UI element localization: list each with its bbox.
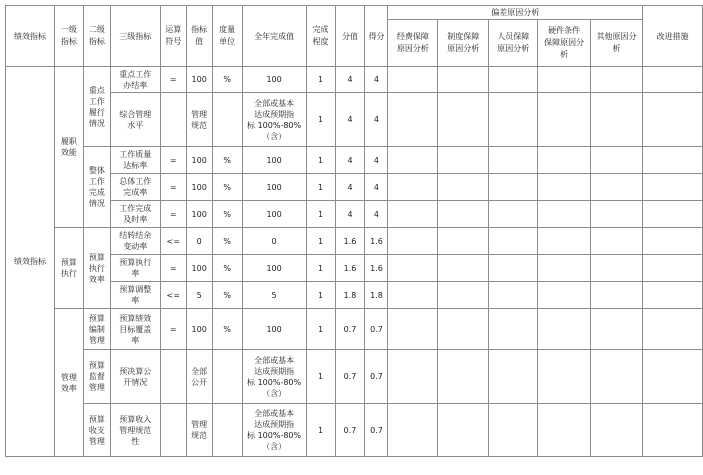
- funding-reason-cell: [388, 404, 438, 457]
- funding-reason-cell: [388, 282, 438, 309]
- hardware-reason-cell: [538, 309, 591, 350]
- completion-value-cell: 100: [242, 67, 306, 93]
- score-value-cell: 4: [335, 147, 365, 174]
- header-other-reason: 其他原因分 析: [591, 20, 643, 67]
- target-value-cell: 100: [186, 255, 212, 282]
- other-reason-cell: [591, 174, 643, 201]
- indicator-name: 预算收入 管理规范 性: [110, 404, 160, 457]
- funding-reason-cell: [388, 350, 438, 404]
- system-reason-cell: [438, 67, 489, 93]
- completion-value-cell: 100: [242, 255, 306, 282]
- indicator-name: 预算调整 率: [110, 282, 160, 309]
- system-reason-cell: [438, 201, 489, 228]
- funding-reason-cell: [388, 255, 438, 282]
- hardware-reason-cell: [538, 350, 591, 404]
- unit-cell: %: [212, 255, 242, 282]
- operator-cell: [160, 404, 186, 457]
- score-value-cell: 0.7: [335, 309, 365, 350]
- level1-budget-execution: 预算 执行: [54, 228, 83, 309]
- score-value-cell: 0.7: [335, 350, 365, 404]
- system-reason-cell: [438, 174, 489, 201]
- unit-cell: %: [212, 228, 242, 255]
- header-completion-degree: 完成 程度: [306, 6, 335, 67]
- degree-cell: 1: [306, 255, 335, 282]
- indicator-name: 重点工作 办结率: [110, 67, 160, 93]
- table-row: [6, 255, 703, 282]
- header-score-obtained: 得分: [365, 6, 388, 67]
- personnel-reason-cell: [489, 282, 538, 309]
- other-reason-cell: [591, 404, 643, 457]
- degree-cell: 1: [306, 282, 335, 309]
- target-value-cell: 0: [186, 228, 212, 255]
- header-unit: 度量 单位: [212, 6, 242, 67]
- score-obtained-cell: 4: [365, 93, 388, 147]
- indicator-name: 总体工作 完成率: [110, 174, 160, 201]
- completion-value-cell: 全部或基本 达成预期指 标 100%-80% （含）: [242, 93, 306, 147]
- hardware-reason-cell: [538, 282, 591, 309]
- personnel-reason-cell: [489, 404, 538, 457]
- personnel-reason-cell: [489, 147, 538, 174]
- degree-cell: 1: [306, 93, 335, 147]
- improvement-cell: [642, 228, 702, 255]
- degree-cell: 1: [306, 147, 335, 174]
- score-value-cell: 1.6: [335, 255, 365, 282]
- system-reason-cell: [438, 404, 489, 457]
- operator-cell: =: [160, 147, 186, 174]
- level2-budget-revenue-expense: 预算 收支 管理: [83, 404, 110, 457]
- completion-value-cell: 100: [242, 309, 306, 350]
- other-reason-cell: [591, 282, 643, 309]
- level2-budget-supervision: 预算 监督 管理: [83, 350, 110, 404]
- operator-cell: =: [160, 309, 186, 350]
- score-obtained-cell: 4: [365, 174, 388, 201]
- unit-cell: %: [212, 67, 242, 93]
- header-personnel-reason: 人员保障 原因分析: [489, 20, 538, 67]
- target-value-cell: 100: [186, 174, 212, 201]
- degree-cell: 1: [306, 404, 335, 457]
- score-value-cell: 1.6: [335, 228, 365, 255]
- target-value-cell: 100: [186, 147, 212, 174]
- header-level1: 一级 指标: [54, 6, 83, 67]
- header-performance-indicator: 绩效指标: [6, 6, 55, 67]
- unit-cell: %: [212, 282, 242, 309]
- indicator-name: 综合管理 水平: [110, 93, 160, 147]
- hardware-reason-cell: [538, 404, 591, 457]
- improvement-cell: [642, 93, 702, 147]
- funding-reason-cell: [388, 93, 438, 147]
- personnel-reason-cell: [489, 201, 538, 228]
- hardware-reason-cell: [538, 93, 591, 147]
- other-reason-cell: [591, 309, 643, 350]
- performance-table: [5, 5, 703, 457]
- improvement-cell: [642, 282, 702, 309]
- header-hardware-reason: 硬件条件 保障原因分 析: [538, 20, 591, 67]
- table-row: [6, 282, 703, 309]
- degree-cell: 1: [306, 350, 335, 404]
- hardware-reason-cell: [538, 255, 591, 282]
- improvement-cell: [642, 174, 702, 201]
- completion-value-cell: 5: [242, 282, 306, 309]
- target-value-cell: 100: [186, 67, 212, 93]
- other-reason-cell: [591, 147, 643, 174]
- unit-cell: %: [212, 174, 242, 201]
- table-row: [6, 350, 703, 404]
- completion-value-cell: 0: [242, 228, 306, 255]
- funding-reason-cell: [388, 309, 438, 350]
- header-annual-completion: 全年完成值: [242, 6, 306, 67]
- level2-budget-execution-efficiency: 预算 执行 效率: [83, 228, 110, 309]
- score-obtained-cell: 0.7: [365, 309, 388, 350]
- unit-cell: [212, 350, 242, 404]
- table-row: [6, 404, 703, 457]
- other-reason-cell: [591, 350, 643, 404]
- funding-reason-cell: [388, 228, 438, 255]
- hardware-reason-cell: [538, 228, 591, 255]
- completion-value-cell: 100: [242, 174, 306, 201]
- operator-cell: [160, 93, 186, 147]
- score-obtained-cell: 1.6: [365, 228, 388, 255]
- completion-value-cell: 全部或基本 达成预期指 标 100%-80% （含）: [242, 404, 306, 457]
- table-row: [6, 93, 703, 147]
- hardware-reason-cell: [538, 67, 591, 93]
- other-reason-cell: [591, 67, 643, 93]
- degree-cell: 1: [306, 174, 335, 201]
- indicator-name: 工作质量 达标率: [110, 147, 160, 174]
- score-obtained-cell: 1.8: [365, 282, 388, 309]
- unit-cell: [212, 404, 242, 457]
- target-value-cell: 全部 公开: [186, 350, 212, 404]
- score-obtained-cell: 0.7: [365, 350, 388, 404]
- other-reason-cell: [591, 201, 643, 228]
- header-level3: 三级指标: [110, 6, 160, 67]
- personnel-reason-cell: [489, 174, 538, 201]
- header-improvement: 改进措施: [642, 6, 702, 67]
- personnel-reason-cell: [489, 350, 538, 404]
- operator-cell: =: [160, 201, 186, 228]
- unit-cell: [212, 93, 242, 147]
- unit-cell: %: [212, 147, 242, 174]
- score-value-cell: 4: [335, 67, 365, 93]
- funding-reason-cell: [388, 174, 438, 201]
- root-indicator: 绩效指标: [6, 67, 55, 457]
- unit-cell: %: [212, 309, 242, 350]
- header-system-reason: 制度保障 原因分析: [438, 20, 489, 67]
- indicator-name: 预算绩效 目标覆盖 率: [110, 309, 160, 350]
- system-reason-cell: [438, 350, 489, 404]
- personnel-reason-cell: [489, 255, 538, 282]
- score-obtained-cell: 4: [365, 67, 388, 93]
- degree-cell: 1: [306, 201, 335, 228]
- unit-cell: %: [212, 201, 242, 228]
- header-funding-reason: 经费保障 原因分析: [388, 20, 438, 67]
- table-row: [6, 228, 703, 255]
- score-value-cell: 4: [335, 201, 365, 228]
- degree-cell: 1: [306, 228, 335, 255]
- personnel-reason-cell: [489, 67, 538, 93]
- improvement-cell: [642, 404, 702, 457]
- table-row: [6, 174, 703, 201]
- hardware-reason-cell: [538, 147, 591, 174]
- system-reason-cell: [438, 228, 489, 255]
- target-value-cell: 管理 规范: [186, 93, 212, 147]
- score-value-cell: 1.8: [335, 282, 365, 309]
- funding-reason-cell: [388, 147, 438, 174]
- system-reason-cell: [438, 147, 489, 174]
- indicator-name: 预算执行 率: [110, 255, 160, 282]
- improvement-cell: [642, 309, 702, 350]
- target-value-cell: 5: [186, 282, 212, 309]
- personnel-reason-cell: [489, 93, 538, 147]
- degree-cell: 1: [306, 67, 335, 93]
- score-obtained-cell: 4: [365, 147, 388, 174]
- system-reason-cell: [438, 255, 489, 282]
- personnel-reason-cell: [489, 309, 538, 350]
- indicator-name: 结转结余 变动率: [110, 228, 160, 255]
- header-deviation-analysis: 偏差原因分析: [388, 6, 643, 20]
- table-row: [6, 309, 703, 350]
- score-obtained-cell: 0.7: [365, 404, 388, 457]
- improvement-cell: [642, 67, 702, 93]
- operator-cell: =: [160, 67, 186, 93]
- header-row-1: [6, 6, 703, 20]
- completion-value-cell: 100: [242, 201, 306, 228]
- operator-cell: <=: [160, 228, 186, 255]
- level2-budget-preparation: 预算 编制 管理: [83, 309, 110, 350]
- table-row: [6, 201, 703, 228]
- score-obtained-cell: 1.6: [365, 255, 388, 282]
- personnel-reason-cell: [489, 228, 538, 255]
- level1-management-efficiency: 管理 效率: [54, 309, 83, 457]
- operator-cell: =: [160, 174, 186, 201]
- indicator-name: 工作完成 及时率: [110, 201, 160, 228]
- improvement-cell: [642, 147, 702, 174]
- funding-reason-cell: [388, 67, 438, 93]
- level2-key-work: 重点 工作 履行 情况: [83, 67, 110, 147]
- system-reason-cell: [438, 93, 489, 147]
- target-value-cell: 100: [186, 201, 212, 228]
- other-reason-cell: [591, 93, 643, 147]
- table-row: [6, 147, 703, 174]
- completion-value-cell: 全部或基本 达成预期指 标 100%-80% （含）: [242, 350, 306, 404]
- target-value-cell: 100: [186, 309, 212, 350]
- score-obtained-cell: 4: [365, 201, 388, 228]
- hardware-reason-cell: [538, 174, 591, 201]
- improvement-cell: [642, 255, 702, 282]
- improvement-cell: [642, 350, 702, 404]
- score-value-cell: 4: [335, 93, 365, 147]
- score-value-cell: 0.7: [335, 404, 365, 457]
- completion-value-cell: 100: [242, 147, 306, 174]
- degree-cell: 1: [306, 309, 335, 350]
- operator-cell: <=: [160, 282, 186, 309]
- level1-duty-efficiency: 履职 效能: [54, 67, 83, 228]
- operator-cell: [160, 350, 186, 404]
- other-reason-cell: [591, 228, 643, 255]
- hardware-reason-cell: [538, 201, 591, 228]
- header-operator: 运算 符号: [160, 6, 186, 67]
- operator-cell: =: [160, 255, 186, 282]
- header-target-value: 指标 值: [186, 6, 212, 67]
- score-value-cell: 4: [335, 174, 365, 201]
- system-reason-cell: [438, 282, 489, 309]
- funding-reason-cell: [388, 201, 438, 228]
- header-level2: 二级 指标: [83, 6, 110, 67]
- header-score-value: 分值: [335, 6, 365, 67]
- other-reason-cell: [591, 255, 643, 282]
- indicator-name: 预决算公 开情况: [110, 350, 160, 404]
- table-row: [6, 67, 703, 93]
- system-reason-cell: [438, 309, 489, 350]
- target-value-cell: 管理 规范: [186, 404, 212, 457]
- improvement-cell: [642, 201, 702, 228]
- level2-overall-work: 整体 工作 完成 情况: [83, 147, 110, 228]
